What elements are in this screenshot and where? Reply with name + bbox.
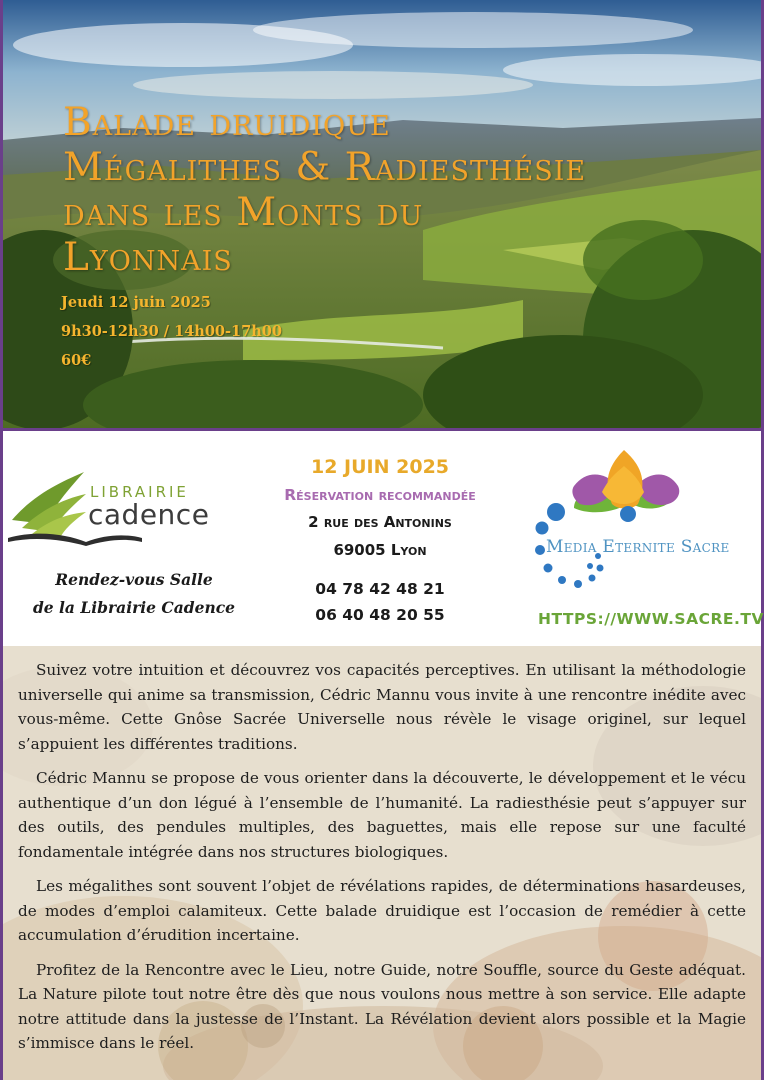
paragraph-3: Les mégalithes sont souvent l’objet de révélations rapides, de déterminations hasardeuses, de modes d’emploi calamiteux. Cette balade druidique est l’occasion de remédier à cette accumulation d’érudition incertaine. xyxy=(18,877,746,944)
title-line-4: Lyonnais xyxy=(63,235,233,280)
paragraph-2: Cédric Mannu se propose de vous orienter dans la découverte, le développement et le vécu authentique d’un don légué à l’ensemble de l’humanité. La radiesthésie peut s’appuyer sur des outils, des pendules multiples, des baguettes, mais elle repose sur une faculté fondamentale intégrée dans nos structures biologiques. xyxy=(18,769,746,861)
reservation-note: Réservation recommandée xyxy=(284,486,476,504)
meeting-place xyxy=(20,566,248,622)
event-price: 60€ xyxy=(61,352,92,369)
description-text xyxy=(18,658,746,1066)
title-line-1: Balade druidique xyxy=(63,100,391,145)
event-details xyxy=(61,288,282,375)
phone-number-1: 04 78 42 48 21 xyxy=(315,580,445,598)
meeting-place-line-1: Rendez-vous Salle xyxy=(55,570,213,589)
phone-number-2: 06 40 48 20 55 xyxy=(315,606,445,624)
partner-website-link[interactable]: HTTPS://WWW.SACRE.TV xyxy=(538,610,764,628)
paragraph-4: Profitez de la Rencontre avec le Lieu, notre Guide, notre Souffle, source du Geste adéquat. La Nature pilote tout notre être dès que nous voulons nous mettre à son service. Elle adapte notre attitude dans la justesse de l’Instant. La Révélation devient alors possible et la Magie s’immisce dans le réel. xyxy=(18,960,746,1052)
event-date: Jeudi 12 juin 2025 xyxy=(61,294,211,311)
title-line-3: dans les Monts du xyxy=(63,190,424,235)
event-title xyxy=(63,100,723,280)
title-line-2: Mégalithes & Radiesthésie xyxy=(63,145,587,190)
paragraph-1: Suivez votre intuition et découvrez vos capacités perceptives. En utilisant la méthodologie universelle qui anime sa transmission, Cédric Mannu vous invite à une rencontre inédite avec vous-même. Cette Gnôse Sacrée Universelle nous révèle le visage originel, sur lequel s’appuient les différentes traditions. xyxy=(18,661,746,753)
event-date-big: 12 JUIN 2025 xyxy=(310,456,450,478)
event-hours: 9h30-12h30 / 14h00-17h00 xyxy=(61,323,282,340)
logo-text-cadence: cadence xyxy=(88,498,210,531)
address-street: 2 rue des Antonins xyxy=(308,513,452,531)
hero-banner xyxy=(3,0,761,431)
event-contact xyxy=(245,452,515,628)
media-eternite-sacre-logo xyxy=(530,446,760,596)
description-section xyxy=(3,646,761,1080)
partner-name: Media Eternite Sacre xyxy=(546,537,730,557)
logo-text-librairie: LIBRAIRIE xyxy=(90,483,189,501)
meeting-place-line-2: de la Librairie Cadence xyxy=(32,598,236,617)
address-city: 69005 Lyon xyxy=(333,541,427,559)
